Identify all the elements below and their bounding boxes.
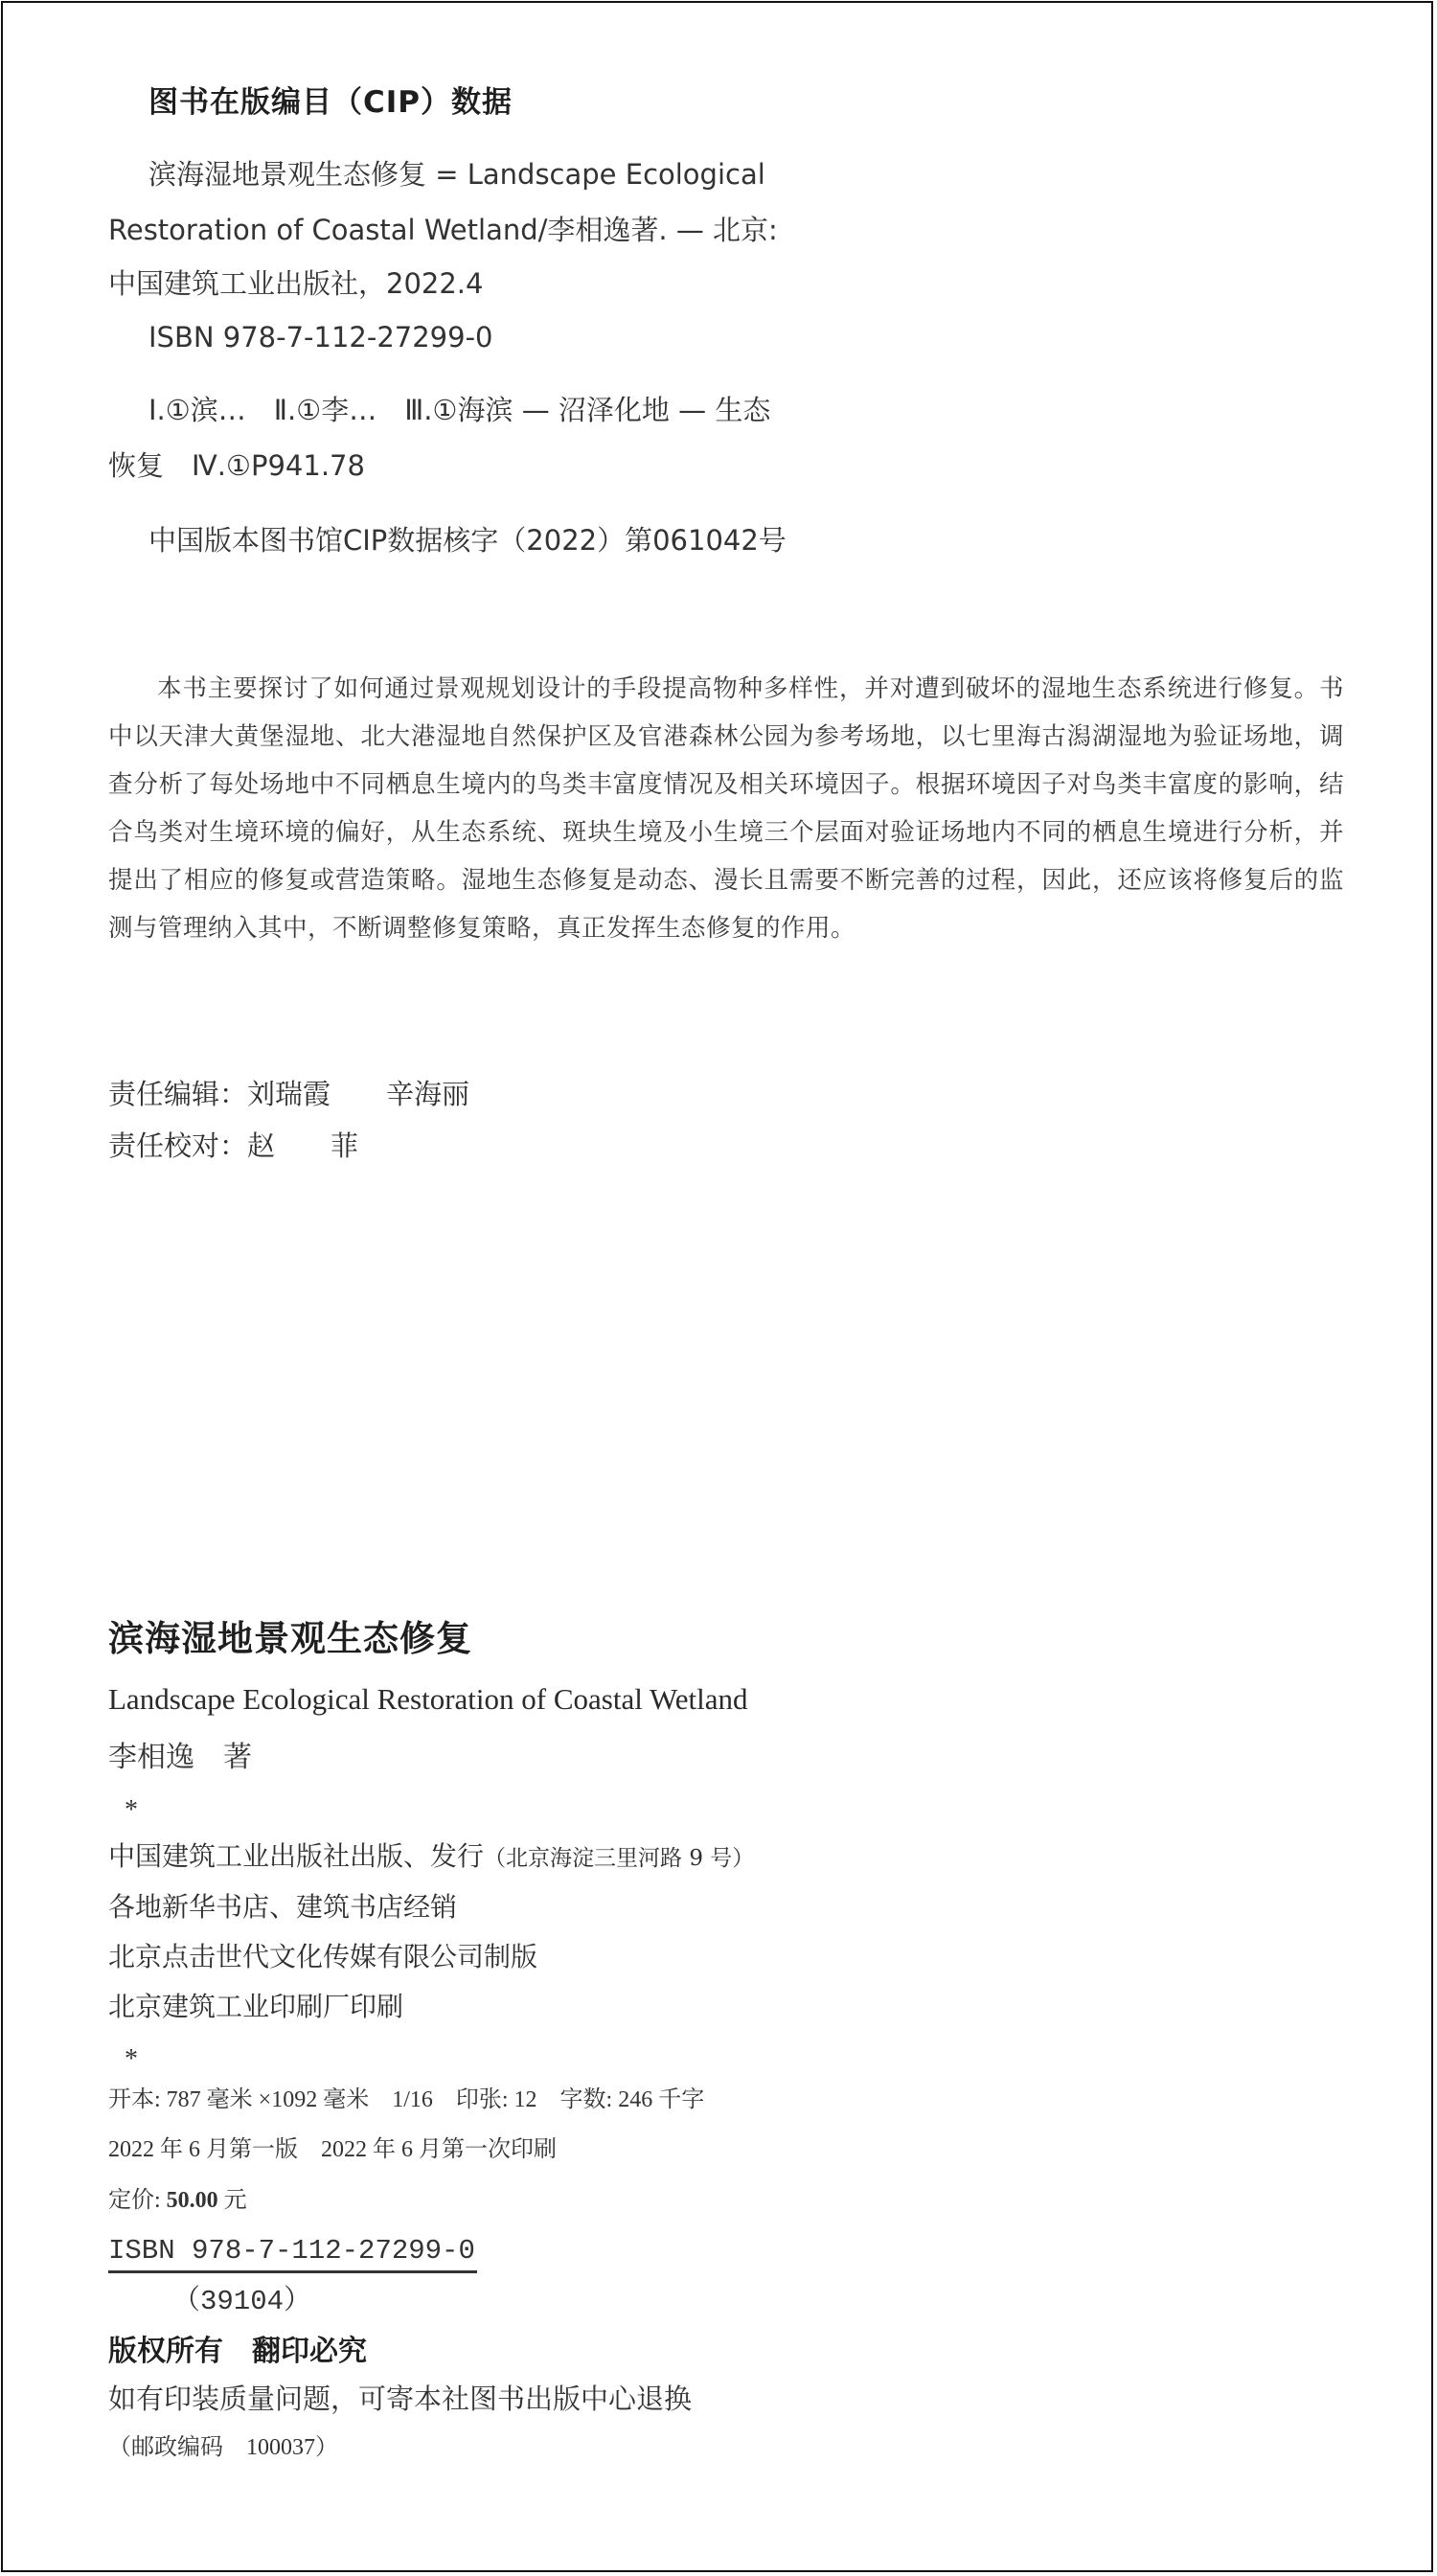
format-line: 开本: 787 毫米 ×1092 毫米 1/16 印张: 12 字数: 246 千字 xyxy=(108,2087,705,2112)
editor-label: 责任编辑： xyxy=(108,1078,248,1110)
edition-line: 2022 年 6 月第一版 2022 年 6 月第一次印刷 xyxy=(108,2137,557,2162)
exchange-notice: 如有印装质量问题，可寄本社图书出版中心退换 xyxy=(108,2382,693,2415)
distribution-line: 各地新华书店、建筑书店经销 xyxy=(108,1891,458,1923)
cip-line-publisher: 中国建筑工业出版社，2022.4 xyxy=(108,267,484,300)
publisher-address: （北京海淀三里河路 9 号） xyxy=(484,1846,755,1871)
abstract-section xyxy=(108,665,1344,952)
cip-line-classification: 恢复 Ⅳ.①P941.78 xyxy=(108,449,365,482)
proofreader-names: 赵 菲 xyxy=(247,1129,359,1162)
proofreader-label: 责任校对： xyxy=(108,1129,248,1162)
publisher-line xyxy=(108,1840,755,1872)
cip-line-title-cont: Restoration of Coastal Wetland/李相逸著. — 北京: xyxy=(108,214,778,246)
book-title-en: Landscape Ecological Restoration of Coastal Wetland xyxy=(108,1682,748,1716)
book-author: 李相逸 著 xyxy=(108,1741,252,1774)
price-unit: 元 xyxy=(217,2188,247,2213)
cip-line-subjects: Ⅰ.①滨… Ⅱ.①李… Ⅲ.①海滨 — 沼泽化地 — 生态 xyxy=(148,394,771,426)
page-border xyxy=(1,1,1433,2572)
responsible-proofreader xyxy=(108,1129,359,1162)
separator-star-2: * xyxy=(125,2044,138,2074)
responsible-editor xyxy=(108,1078,470,1110)
book-title-cn: 滨海湿地景观生态修复 xyxy=(108,1618,472,1659)
abstract-paragraph: 本书主要探讨了如何通过景观规划设计的手段提高物种多样性，并对遭到破坏的湿地生态系统进行修复。书中以天津大黄堡湿地、北大港湿地自然保护区及官港森林公园为参考场地，以七里海古潟湖湿地为验证场地，调查分析了每处场地中不同栖息生境内的鸟类丰富度情况及相关环境因子。根据环境因子对鸟类丰富度的影响，结合鸟类对生境环境的偏好，从生态系统、斑块生境及小生境三个层面对验证场地内不同的栖息生境进行分析，并提出了相应的修复或营造策略。湿地生态修复是动态、漫长且需要不断完善的过程，因此，还应该将修复后的监测与管理纳入其中，不断调整修复策略，真正发挥生态修复的作用。 xyxy=(108,674,1344,943)
cip-heading: 图书在版编目（CIP）数据 xyxy=(148,85,513,120)
editor-names: 刘瑞霞 辛海丽 xyxy=(247,1078,470,1110)
printing-line: 北京建筑工业印刷厂印刷 xyxy=(108,1991,404,2022)
price-value: 50.00 xyxy=(166,2188,218,2213)
publisher-name: 中国建筑工业出版社出版、发行 xyxy=(108,1840,485,1872)
price-line xyxy=(108,2189,247,2212)
cip-line-title: 滨海湿地景观生态修复 = Landscape Ecological xyxy=(148,158,765,191)
price-label: 定价: xyxy=(108,2188,167,2213)
isbn-number: ISBN 978-7-112-27299-0 xyxy=(108,2237,477,2273)
cip-line-isbn: ISBN 978-7-112-27299-0 xyxy=(148,321,493,353)
cip-line-verification: 中国版本图书馆CIP数据核字（2022）第061042号 xyxy=(148,524,787,557)
copyright-notice: 版权所有 翻印必究 xyxy=(108,2335,367,2368)
plate-making-line: 北京点击世代文化传媒有限公司制版 xyxy=(108,1941,538,1972)
book-sub-number: （39104） xyxy=(172,2286,312,2317)
postal-code: （邮政编码 100037） xyxy=(108,2435,338,2460)
separator-star: * xyxy=(125,1795,138,1825)
